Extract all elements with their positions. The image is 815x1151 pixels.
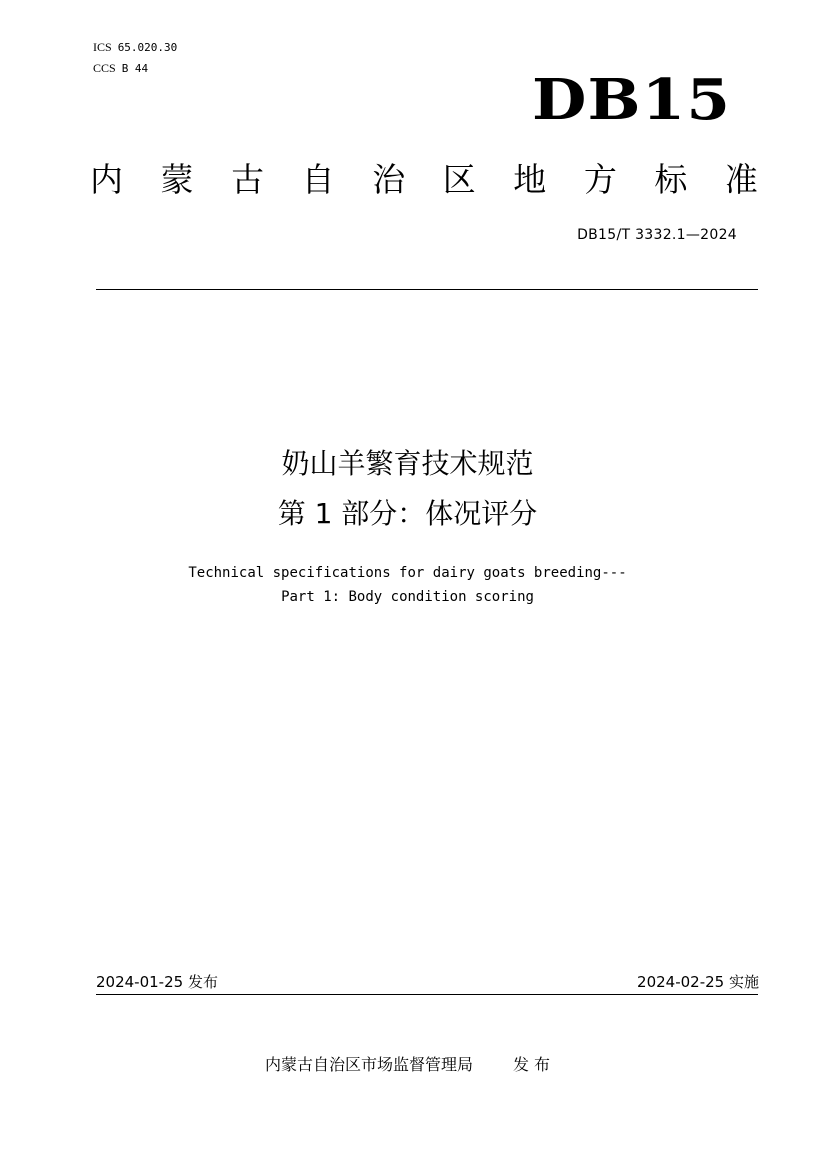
ics-value: 65.020.30 — [117, 41, 178, 54]
bottom-divider — [96, 994, 758, 995]
implementation-date: 2024-02-25 实施 — [637, 973, 759, 991]
standard-type-char: 自 — [301, 160, 335, 199]
standard-type-char: 准 — [724, 160, 758, 199]
ccs-code — [93, 61, 148, 76]
issuer-name: 内蒙古自治区市场监督管理局 — [264, 1055, 473, 1074]
ics-label: ICS — [93, 40, 112, 54]
standard-type-char: 内 — [90, 160, 123, 199]
standard-type-char: 古 — [231, 160, 265, 199]
issuer — [0, 1054, 815, 1076]
ccs-value: B 44 — [121, 62, 149, 75]
ics-code — [93, 40, 177, 55]
cn-title-line2: 第 1 部分：体况评分 — [277, 497, 538, 530]
standard-number: DB15/T 3332.1—2024 — [577, 227, 737, 243]
publish-date: 2024-01-25 发布 — [96, 973, 218, 991]
cn-title-line1: 奶山羊繁育技术规范 — [281, 447, 534, 480]
standard-type-title — [90, 158, 758, 202]
standard-type-char: 治 — [372, 160, 406, 199]
top-divider — [96, 289, 758, 290]
standard-type-char: 标 — [654, 160, 688, 199]
standard-type-char: 方 — [583, 160, 617, 199]
ccs-label: CCS — [93, 61, 116, 75]
en-title-line2: Part 1: Body condition scoring — [281, 589, 534, 605]
standard-type-char: 区 — [442, 160, 476, 199]
issuer-action: 发 布 — [512, 1055, 551, 1074]
db-logo: DB15 — [532, 67, 732, 133]
en-title-line1: Technical specifications for dairy goats breeding--- — [188, 565, 627, 581]
standard-type-char: 蒙 — [160, 160, 194, 199]
standard-type-char: 地 — [513, 160, 547, 199]
